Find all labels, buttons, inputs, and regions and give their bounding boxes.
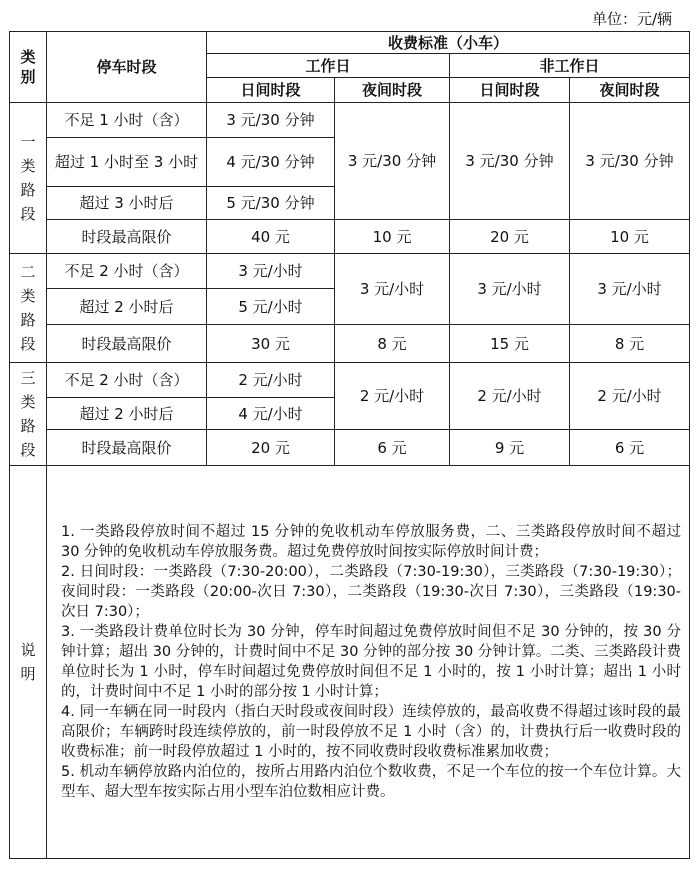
note-item-5: 5. 机动车辆停放路内泊位的，按所占用路内泊位个数收费，不足一个车位的按一个车位计算。大型车、超大型车按实际占用小型车泊位数相应计费。 (61, 764, 682, 800)
header-workday-day: 日间时段 (207, 78, 335, 103)
class1-night-nonwork: 3 元/30 分钟 (570, 103, 690, 220)
header-workday-night: 夜间时段 (335, 78, 450, 103)
header-nonworkday-night: 夜间时段 (570, 78, 690, 103)
notes-label: 说明 (10, 466, 47, 859)
notes-body (47, 466, 690, 859)
class1-period-1: 不足 1 小时（含） (47, 103, 207, 138)
class3-night-nonwork: 2 元/小时 (570, 363, 690, 430)
class1-cap-work-day: 40 元 (207, 220, 335, 254)
class1-rate-2: 4 元/30 分钟 (207, 138, 335, 187)
class2-period-2: 超过 2 小时后 (47, 289, 207, 325)
class1-cap-work-night: 10 元 (335, 220, 450, 254)
class1-cap-nonwork-night: 10 元 (570, 220, 690, 254)
class1-rate-3: 5 元/30 分钟 (207, 187, 335, 220)
header-standard: 收费标准（小车） (207, 32, 690, 54)
class2-rate-1: 3 元/小时 (207, 254, 335, 289)
class3-cap-label: 时段最高限价 (47, 430, 207, 466)
class2-rate-2: 5 元/小时 (207, 289, 335, 325)
note-item-3: 3. 一类路段计费单位时长为 30 分钟，停车时间超过免费停放时间但不足 30 分钟的，按 30 分钟计算；超出 30 分钟的，计费时间中不足 30 分钟的部分按 30 分钟计算。二类、三类路段计费单位时长为 1 小时，停车时间超过免费停放时间但不足 1 小时的，按 1 小时计算；超出 1 小时的，计费时间中不足 1 小时的部分按 1 小时计算； (61, 624, 682, 700)
class1-period-2: 超过 1 小时至 3 小时 (47, 138, 207, 187)
class1-day-nonwork: 3 元/30 分钟 (450, 103, 570, 220)
class1-name: 一类路段 (10, 103, 47, 254)
class2-cap-nonwork-night: 8 元 (570, 325, 690, 363)
class2-night-nonwork: 3 元/小时 (570, 254, 690, 325)
unit-label: 单位：元/辆 (591, 10, 672, 28)
header-period: 停车时段 (47, 32, 207, 103)
header-nonworkday-day: 日间时段 (450, 78, 570, 103)
class3-rate-2: 4 元/小时 (207, 398, 335, 430)
class2-night-work: 3 元/小时 (335, 254, 450, 325)
class3-period-1: 不足 2 小时（含） (47, 363, 207, 398)
note-item-1: 1. 一类路段停放时间不超过 15 分钟的免收机动车停放服务费，二、三类路段停放时间不超过 30 分钟的免收机动车停放服务费。超过免费停放时间按实际停放时间计费； (61, 524, 682, 560)
class1-cap-label: 时段最高限价 (47, 220, 207, 254)
header-category: 类别 (10, 32, 47, 103)
header-nonworkday: 非工作日 (450, 54, 690, 78)
header-workday: 工作日 (207, 54, 450, 78)
class3-cap-work-day: 20 元 (207, 430, 335, 466)
class2-name: 二类路段 (10, 254, 47, 363)
note-item-2: 2. 日间时段：一类路段（7:30-20:00），二类路段（7:30-19:30），三类路段（7:30-19:30）；夜间时段：一类路段（20:00-次日 7:30），二类路段（19:30-次日 7:30），三类路段（19:30-次日 7:30）； (61, 564, 682, 620)
class2-cap-work-night: 8 元 (335, 325, 450, 363)
class2-period-1: 不足 2 小时（含） (47, 254, 207, 289)
class3-period-2: 超过 2 小时后 (47, 398, 207, 430)
class3-day-nonwork: 2 元/小时 (450, 363, 570, 430)
note-item-4: 4. 同一车辆在同一时段内（指白天时段或夜间时段）连续停放的，最高收费不得超过该时段的最高限价；车辆跨时段连续停放的，前一时段停放不足 1 小时（含）的，计费执行后一收费时段的收费标准；前一时段停放超过 1 小时的，按不同收费时段收费标准累加收费； (61, 704, 682, 760)
class1-period-3: 超过 3 小时后 (47, 187, 207, 220)
class3-cap-nonwork-day: 9 元 (450, 430, 570, 466)
class2-cap-work-day: 30 元 (207, 325, 335, 363)
class1-rate-1: 3 元/30 分钟 (207, 103, 335, 138)
class1-cap-nonwork-day: 20 元 (450, 220, 570, 254)
class2-cap-label: 时段最高限价 (47, 325, 207, 363)
class3-cap-work-night: 6 元 (335, 430, 450, 466)
class1-night-work: 3 元/30 分钟 (335, 103, 450, 220)
class2-cap-nonwork-day: 15 元 (450, 325, 570, 363)
class2-day-nonwork: 3 元/小时 (450, 254, 570, 325)
class3-cap-nonwork-night: 6 元 (570, 430, 690, 466)
class3-night-work: 2 元/小时 (335, 363, 450, 430)
class3-rate-1: 2 元/小时 (207, 363, 335, 398)
parking-fee-table (9, 31, 690, 859)
class3-name: 三类路段 (10, 363, 47, 466)
